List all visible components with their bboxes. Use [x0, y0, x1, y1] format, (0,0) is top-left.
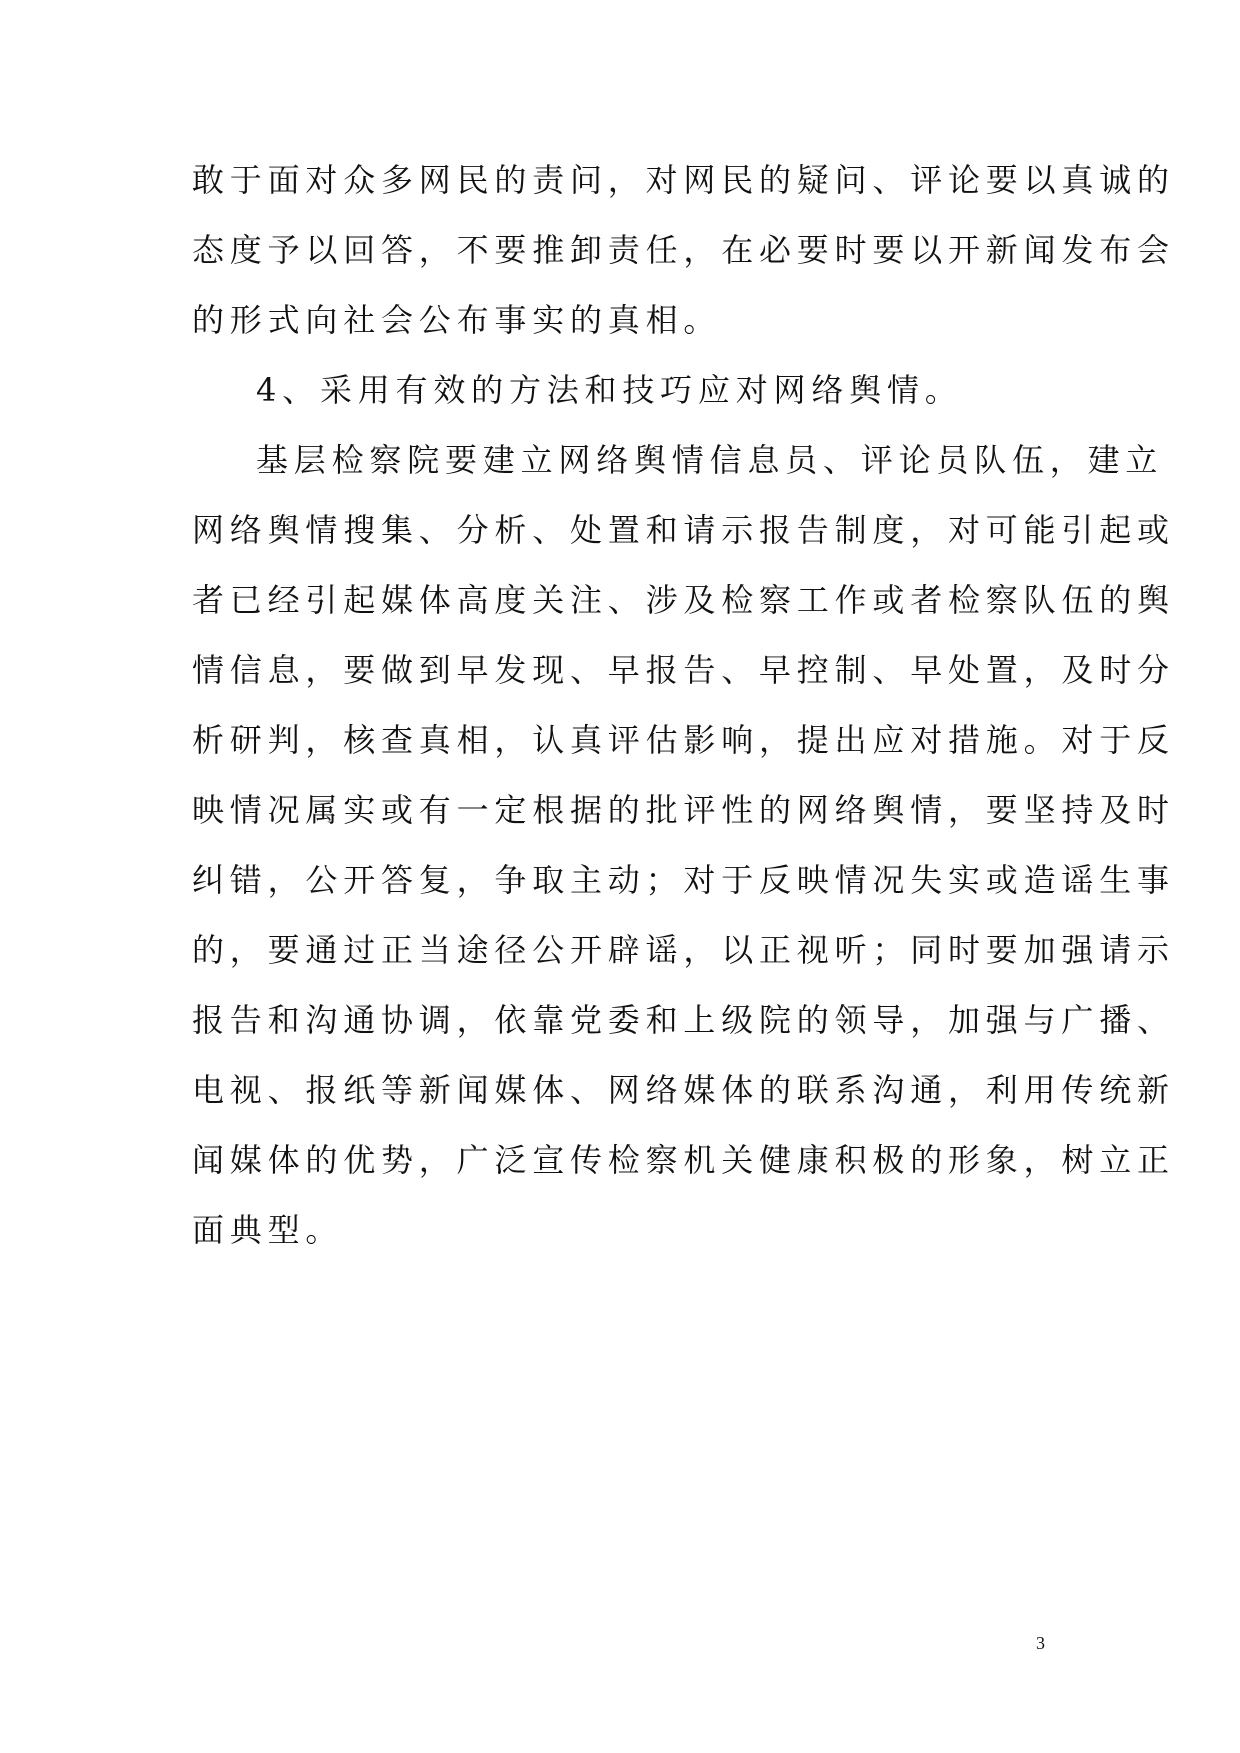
text-line: 的形式向社会公布事实的真相。	[192, 301, 722, 339]
text-line: 敢于面对众多网民的责问，对网民的疑问、评论要以真诚的	[192, 161, 1175, 199]
text-line: 闻媒体的优势，广泛宣传检察机关健康积极的形象，树立正	[192, 1141, 1175, 1179]
text-line: 映情况属实或有一定根据的批评性的网络舆情，要坚持及时	[192, 791, 1175, 829]
text-line: 电视、报纸等新闻媒体、网络媒体的联系沟通，利用传统新	[192, 1071, 1175, 1109]
text-line: 纠错，公开答复，争取主动；对于反映情况失实或造谣生事	[192, 861, 1175, 899]
text-line: 者已经引起媒体高度关注、涉及检察工作或者检察队伍的舆	[192, 581, 1175, 619]
text-line: 网络舆情搜集、分析、处置和请示报告制度，对可能引起或	[192, 511, 1175, 549]
text-line: 基层检察院要建立网络舆情信息员、评论员队伍，建立	[256, 441, 1164, 479]
text-line: 态度予以回答，不要推卸责任，在必要时要以开新闻发布会	[192, 231, 1175, 269]
page-number: 3	[1036, 1633, 1045, 1653]
section-heading: 4、采用有效的方法和技巧应对网络舆情。	[256, 371, 963, 409]
text-line: 的，要通过正当途径公开辟谣，以正视听；同时要加强请示	[192, 931, 1175, 969]
text-line: 报告和沟通协调，依靠党委和上级院的领导，加强与广播、	[192, 1001, 1175, 1039]
text-line: 析研判，核查真相，认真评估影响，提出应对措施。对于反	[192, 721, 1175, 759]
text-line: 面典型。	[192, 1211, 344, 1249]
text-line: 情信息，要做到早发现、早报告、早控制、早处置，及时分	[192, 651, 1175, 689]
